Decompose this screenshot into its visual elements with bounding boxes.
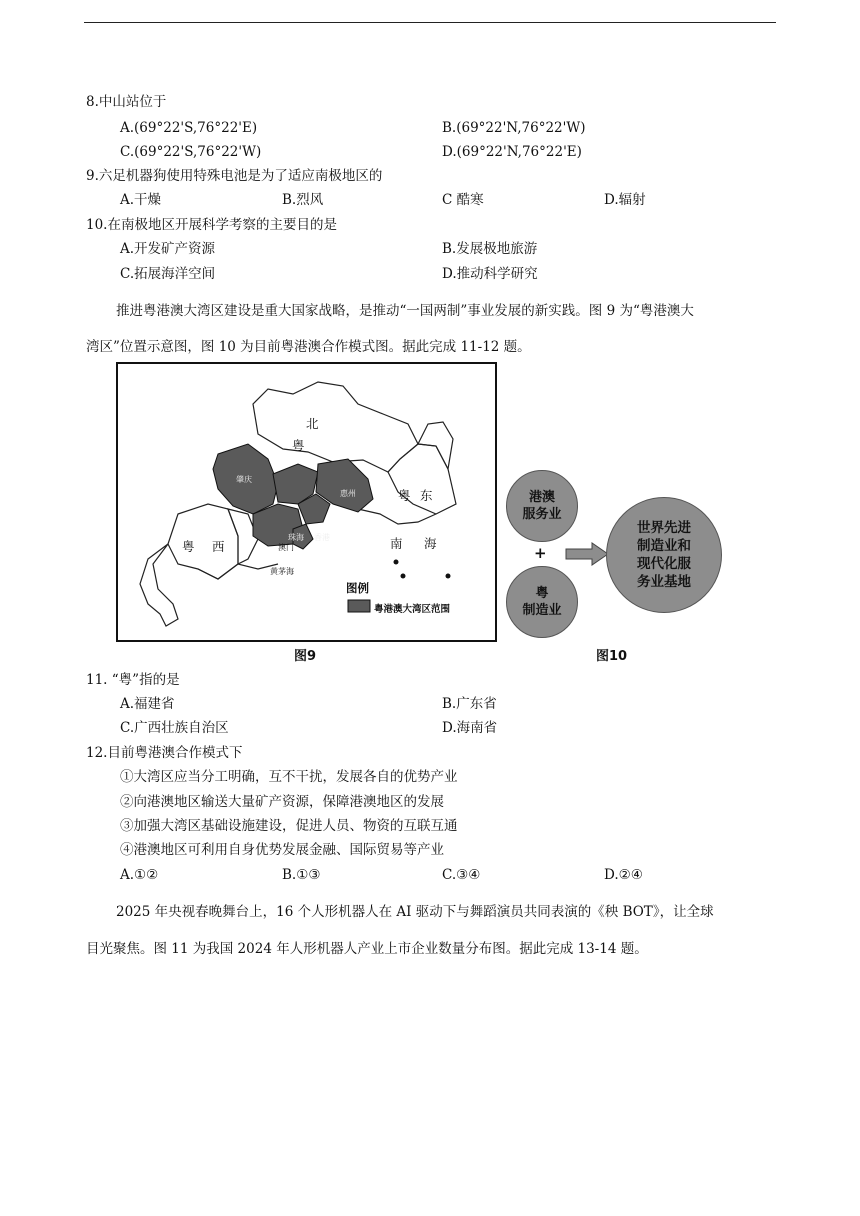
map-label-xi: 西 [212, 539, 225, 554]
legend-item: 粤港澳大湾区范围 [374, 604, 451, 615]
q10-option-d: D.推动科学研究 [442, 266, 538, 282]
q8-option-c: C.(69°22'S,76°22'W) [120, 144, 262, 160]
circle-top-line1: 港澳 [528, 490, 555, 505]
map-label-nan: 南 [390, 536, 403, 551]
q12-statement-4: ④港澳地区可利用自身优势发展金融、国际贸易等产业 [120, 842, 444, 858]
north-region [253, 382, 418, 472]
q12-option-d: D.②④ [604, 867, 643, 883]
q12-statement-1: ①大湾区应当分工明确，互不干扰，发展各自的优势产业 [120, 769, 458, 785]
map-label-xianggang: 香港 [314, 533, 330, 542]
circle-right-line1: 世界先进 [637, 520, 691, 536]
q8-option-b: B.(69°22'N,76°22'W) [442, 120, 586, 136]
q11-option-c: C.广西壮族自治区 [120, 720, 229, 736]
circle-guangdong-manufacturing [506, 566, 578, 638]
q12-statement-3: ③加强大湾区基础设施建设，促进人员、物资的互联互通 [120, 818, 458, 834]
circle-right-line4: 务业基地 [637, 574, 691, 590]
circle-hk-macau-services [506, 470, 578, 542]
west-region-1 [168, 504, 238, 579]
island-dot-1 [394, 560, 399, 565]
q12-stem: 12.目前粤港澳合作模式下 [86, 745, 243, 761]
q12-option-a: A.①② [120, 867, 159, 883]
map-svg [118, 364, 495, 640]
figure-9-caption: 图9 [294, 649, 317, 664]
map-label-yue-north: 粤 [292, 438, 305, 453]
map-label-huangmaohai: 黄茅海 [270, 567, 294, 576]
far-east-region [418, 422, 453, 469]
map-label-aomen: 澳门 [278, 543, 294, 552]
circle-world-base [606, 497, 722, 613]
q10-option-c: C.拓展海洋空间 [120, 266, 216, 282]
map-label-bei: 北 [306, 416, 319, 431]
q11-option-a: A.福建省 [120, 696, 175, 712]
q11-option-d: D.海南省 [442, 720, 498, 736]
q12-option-c: C.③④ [442, 867, 481, 883]
intro1-line1: 推进粤港澳大湾区建设是重大国家战略，是推动“一国两制”事业发展的新实践。图 9 为“粤港澳大 [116, 303, 694, 319]
q9-option-c: C 酷寒 [442, 192, 484, 208]
q8-stem: 8.中山站位于 [86, 94, 167, 110]
q11-stem: 11. “粤”指的是 [86, 672, 180, 688]
q11-option-b: B.广东省 [442, 696, 497, 712]
map-label-zhaoqing: 肇庆 [236, 475, 252, 484]
circle-bottom-line2: 制造业 [522, 603, 562, 618]
q10-option-a: A.开发矿产资源 [120, 241, 216, 257]
intro1-line2: 湾区”位置示意图，图 10 为目前粤港澳合作模式图。据此完成 11-12 题。 [86, 339, 531, 355]
figure-10-caption: 图10 [596, 649, 628, 664]
figure-9-map [116, 362, 497, 642]
plus-sign: + [534, 544, 547, 562]
island-dot-3 [446, 574, 451, 579]
arrow-icon [564, 540, 610, 568]
map-label-hai: 海 [424, 536, 437, 551]
q10-stem: 10.在南极地区开展科学考察的主要目的是 [86, 217, 337, 233]
header-rule [84, 22, 776, 23]
coastline-west [198, 564, 278, 579]
intro2-line2: 目光聚焦。图 11 为我国 2024 年人形机器人产业上市企业数量分布图。据此完成 13-14 题。 [86, 941, 648, 957]
map-label-yue-east: 粤 [398, 488, 411, 503]
q12-option-b: B.①③ [282, 867, 321, 883]
q9-option-a: A.干燥 [120, 192, 162, 208]
map-label-yue-west: 粤 [182, 539, 195, 554]
map-label-huizhou: 惠州 [340, 489, 356, 498]
q10-option-b: B.发展极地旅游 [442, 241, 538, 257]
legend-title: 图例 [346, 581, 369, 595]
circle-top-line2: 服务业 [522, 507, 562, 522]
map-label-zhuhai: 珠海 [288, 533, 304, 542]
southwest-peninsula [140, 544, 178, 626]
map-label-dong: 东 [420, 488, 433, 503]
q9-stem: 9.六足机器狗使用特殊电池是为了适应南极地区的 [86, 168, 383, 184]
q8-option-d: D.(69°22'N,76°22'E) [442, 144, 582, 160]
q9-option-d: D.辐射 [604, 192, 646, 208]
q9-option-b: B.烈风 [282, 192, 324, 208]
circle-right-line2: 制造业和 [637, 538, 691, 554]
intro2-line1: 2025 年央视春晚舞台上，16 个人形机器人在 AI 驱动下与舞蹈演员共同表演的《秧 BOT》，让全球 [116, 904, 714, 920]
island-dot-2 [401, 574, 406, 579]
circle-right-line3: 现代化服 [637, 556, 691, 572]
q8-option-a: A.(69°22'S,76°22'E) [120, 120, 258, 136]
legend-swatch [348, 600, 370, 612]
q12-statement-2: ②向港澳地区输送大量矿产资源，保障港澳地区的发展 [120, 794, 444, 810]
coastline-east [358, 509, 436, 524]
circle-bottom-line1: 粤 [535, 586, 549, 601]
